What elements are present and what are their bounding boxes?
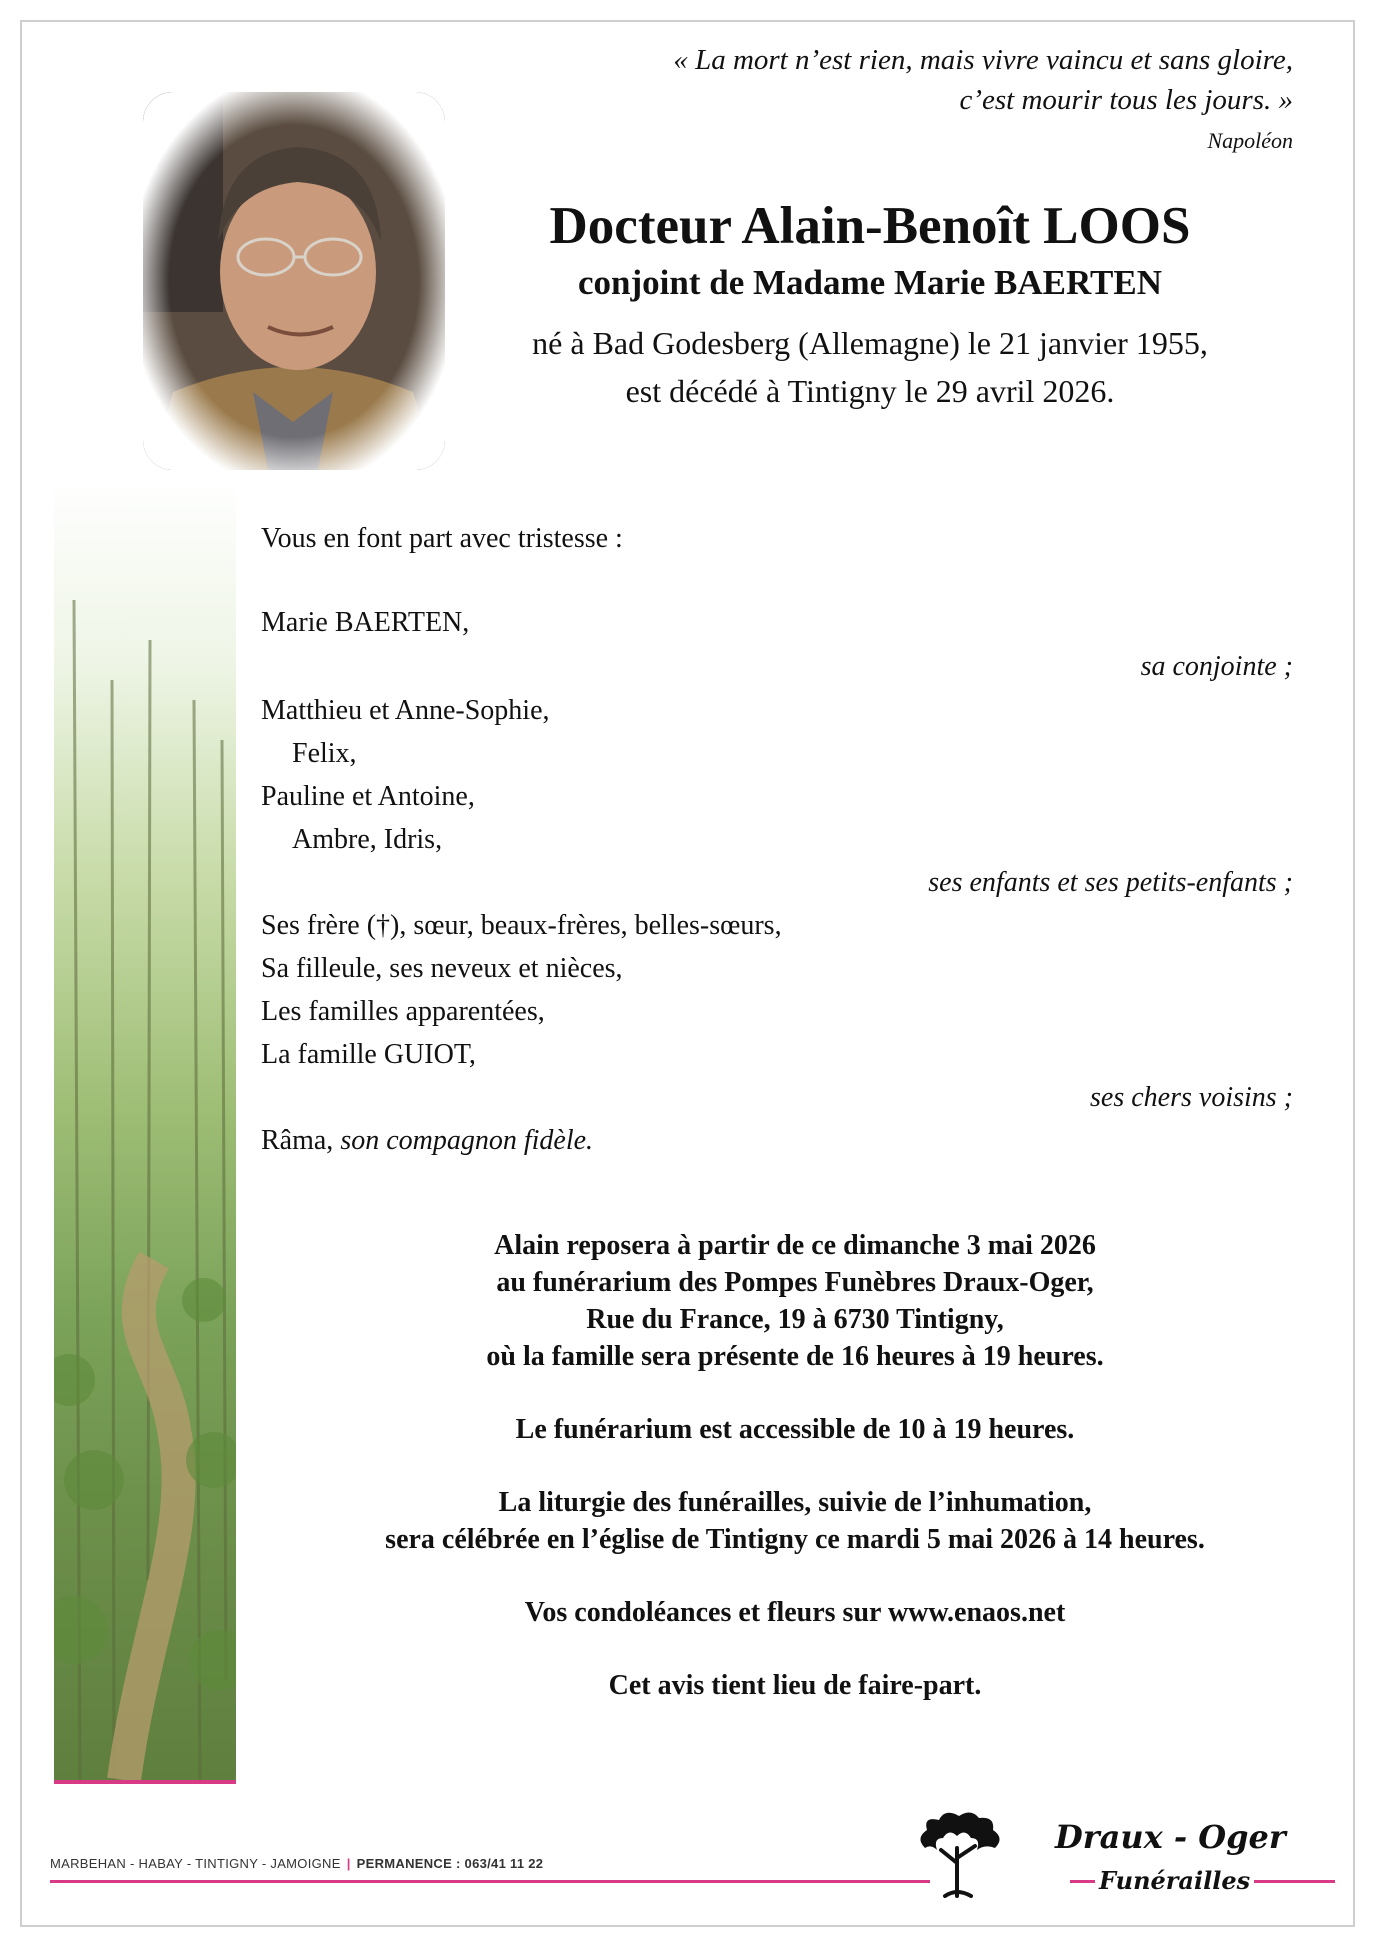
rest-line: au funérarium des Pompes Funèbres Draux-Oger, xyxy=(496,1267,1094,1298)
rest-line: où la famille sera présente de 16 heures à 19 heures. xyxy=(486,1341,1104,1372)
family-intro: Vous en font part avec tristesse : xyxy=(261,523,623,554)
epigraph-quote xyxy=(673,40,1293,120)
faire-part-notice: Cet avis tient lieu de faire-part. xyxy=(608,1670,982,1701)
pet-role: son compagnon fidèle. xyxy=(340,1125,594,1156)
relative-line: La famille GUIOT, xyxy=(261,1039,476,1070)
relative-line: Ses frère (†), sœur, beaux-frères, belles-sœurs, xyxy=(261,910,782,941)
liturgy-line: La liturgie des funérailles, suivie de l’inhumation, xyxy=(498,1487,1092,1518)
rest-line: Alain reposera à partir de ce dimanche 3 mai 2026 xyxy=(494,1230,1096,1261)
access-line: Le funérarium est accessible de 10 à 19 heures. xyxy=(515,1414,1075,1445)
footer-contact xyxy=(50,1856,543,1871)
spouse-role: sa conjointe ; xyxy=(1140,651,1293,682)
neighbours-role: ses chers voisins ; xyxy=(1090,1082,1293,1113)
quote-author: Napoléon xyxy=(1207,128,1293,153)
quote-line-2: c’est mourir tous les jours. » xyxy=(959,84,1293,116)
grandchild-line: Ambre, Idris, xyxy=(292,824,443,855)
footer-separator: | xyxy=(346,1856,351,1871)
spouse-line: conjoint de Madame Marie BAERTEN xyxy=(578,263,1162,302)
birth-line: né à Bad Godesberg (Allemagne) le 21 janvier 1955, xyxy=(532,325,1208,361)
child-line: Pauline et Antoine, xyxy=(261,781,475,812)
relative-line: Sa filleule, ses neveux et nièces, xyxy=(261,953,623,984)
spouse-name: Marie BAERTEN, xyxy=(261,607,470,638)
brand-name: Draux - Oger xyxy=(1055,1818,1286,1856)
deceased-name: Docteur Alain-Benoît LOOS xyxy=(549,197,1191,255)
pink-accent-bar xyxy=(54,1780,236,1784)
quote-line-1: « La mort n’est rien, mais vivre vaincu et sans gloire, xyxy=(673,44,1293,76)
death-line: est décédé à Tintigny le 29 avril 2026. xyxy=(625,373,1115,409)
pet-name: Râma, xyxy=(261,1125,334,1156)
pet-line xyxy=(261,1124,593,1158)
liturgy-line: sera célébrée en l’église de Tintigny ce mardi 5 mai 2026 à 14 heures. xyxy=(385,1524,1205,1555)
tree-icon xyxy=(905,1808,1015,1903)
footer-permanence: PERMANENCE : 063/41 11 22 xyxy=(356,1856,544,1871)
rest-line: Rue du France, 19 à 6730 Tintigny, xyxy=(586,1304,1004,1335)
relative-line: Les familles apparentées, xyxy=(261,996,545,1027)
children-role: ses enfants et ses petits-enfants ; xyxy=(928,867,1293,898)
footer-locations: MARBEHAN - HABAY - TINTIGNY - JAMOIGNE xyxy=(50,1856,341,1871)
portrait-photo xyxy=(143,92,445,470)
brand-subtitle: Funérailles xyxy=(1095,1866,1254,1895)
child-line: Matthieu et Anne-Sophie, xyxy=(261,695,550,726)
forest-path-image xyxy=(54,480,236,1780)
condolences-line: Vos condoléances et fleurs sur www.enaos.net xyxy=(524,1597,1066,1628)
grandchild-line: Felix, xyxy=(292,738,357,769)
